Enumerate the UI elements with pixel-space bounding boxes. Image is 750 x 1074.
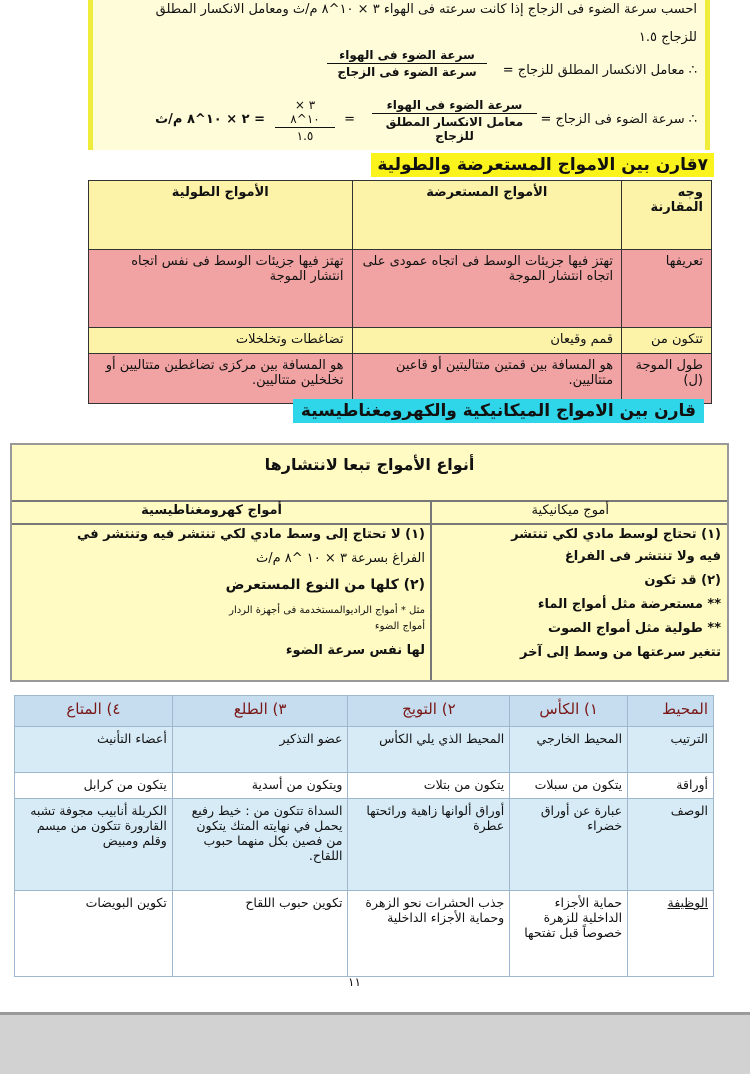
mechanical-item: فيه ولا تنتشر فى الفراغ [564,549,721,564]
em-item: أمواج الضوء [374,621,425,632]
table-header-cell: وجه المقارنة [622,181,712,250]
table-header-cell: ١) الكأس [510,696,628,727]
table-row [15,727,714,773]
table-cell: تعريفها [622,250,712,328]
table-cell: تهتز فيها جزيئات الوسط فى اتجاه عمودى على اتجاه انتشار الموجة [352,250,622,328]
table-cell: هو المسافة بين قمتين متتاليتين أو قاعين متتاليين. [352,354,622,404]
mechanical-item: (٢) قد تكون [644,573,721,588]
table-cell: أوراقة [628,773,714,799]
table-header-cell: الأمواج الطولية [89,181,353,250]
table-cell: تكوين حبوب اللقاح [172,891,348,977]
fraction-denominator: سرعة الضوء فى الزجاج [337,65,477,79]
table-header-cell: الأمواج المستعرضة [352,181,622,250]
column-header-electromagnetic: أمواج كهرومغناطيسية [141,503,282,518]
index-formula-fraction [327,48,487,79]
table-row [89,250,712,328]
table-cell: يتكون من بتلات [348,773,510,799]
table-header-row [89,181,712,250]
table-cell: أعضاء التأنيث [15,727,173,773]
fraction-numerator: ٣ × ١٠^٨ [275,98,335,128]
table-cell: حماية الأجزاء الداخلية للزهرة خصوصاً قبل تفتحها [510,891,628,977]
table-cell: عبارة عن أوراق خضراء [510,799,628,891]
table-cell: ويتكون من أسدية [172,773,348,799]
table-cell: المحيط الخارجي [510,727,628,773]
wave-types-title: أنواع الأمواج تبعا لانتشارها [264,455,475,474]
table-cell: أوراق ألوانها زاهية ورائحتها عطرة [348,799,510,891]
table-cell: المحيط الذي يلي الكأس [348,727,510,773]
table-row [89,328,712,354]
table-header-cell: ٢) التويج [348,696,510,727]
table-cell: يتكون من كرابل [15,773,173,799]
divider [430,500,432,680]
problem-line-2: للزجاج ١.٥ [638,30,697,45]
table-cell: طول الموجة (ل) [622,354,712,404]
mechanical-item: (١) تحتاج لوسط مادي لكي تنتشر [511,527,721,542]
table-header-cell: ٤) المتاع [15,696,173,727]
wave-types-box [10,443,729,682]
equals-sign: = [344,112,355,127]
fraction-numerator: سرعة الضوء فى الهواء [372,98,537,114]
index-formula-label: ∴ معامل الانكسار المطلق للزجاج = [502,63,697,78]
mechanical-item: ** مستعرضة مثل أمواج الماء [537,597,721,612]
numeric-fraction [275,98,335,143]
table-cell: جذب الحشرات نحو الزهرة وحماية الأجزاء الداخلية [348,891,510,977]
table-cell: هو المسافة بين مركزى تضاغطين متتاليين أو تخلخلين متتاليين. [89,354,353,404]
divider [12,523,727,525]
table-cell: الكربلة أنابيب مجوفة تشبه القارورة تتكون من ميسم وقلم ومبيض [15,799,173,891]
speed-formula-fraction [372,98,537,143]
comparison-table-waves [88,180,712,404]
em-item: (٢) كلها من النوع المستعرض [225,577,425,593]
em-item: لها نفس سرعة الضوء [285,643,425,658]
table-cell: قمم وقيعان [352,328,622,354]
fraction-denominator: ١.٥ [296,129,314,143]
table-cell: الوصف [628,799,714,891]
table-row [89,354,712,404]
section-heading-mechanical-em: قارن بين الامواج الميكانيكية والكهرومغناطيسية [293,399,704,423]
table-cell: يتكون من سبلات [510,773,628,799]
column-header-mechanical: أموج ميكانيكية [531,503,609,518]
em-item: مثل * أمواج الراديوالمستخدمة فى أجهزة الردار [229,605,425,616]
table-cell: السداة تتكون من : خيط رفيع يحمل في نهايته المتك يتكون من فصين بكل منهما حبوب اللقاح. [172,799,348,891]
table-header-row [15,696,714,727]
em-item: الفراغ بسرعة ٣ × ١٠ ^٨ م/ث [255,551,425,566]
em-item: (١) لا تحتاج إلى وسط مادي لكي تنتشر فيه وتنتشر في [76,527,425,542]
fraction-denominator: معامل الانكسار المطلق للزجاج [385,115,524,143]
table-header-cell: ٣) الطلع [172,696,348,727]
flower-parts-table [14,695,714,977]
problem-box [88,0,710,150]
table-cell: الوظيفة [628,891,714,977]
table-cell: تضاغطات وتخلخلات [89,328,353,354]
table-row [15,799,714,891]
table-cell: تهتز فيها جزيئات الوسط فى نفس اتجاه انتشار الموجة [89,250,353,328]
speed-formula-label: ∴ سرعة الضوء فى الزجاج = [540,112,697,127]
page-number: ١١ [348,975,361,989]
problem-line-1: احسب سرعة الضوء فى الزجاج إذا كانت سرعته فى الهواء ٣ × ١٠^٨ م/ث ومعامل الانكسار المطلق [155,2,697,17]
section-heading-transverse-longitudinal: ٧قارن بين الامواج المستعرضة والطولية [371,153,714,177]
table-row [15,773,714,799]
table-cell: تكوين البويضات [15,891,173,977]
divider [12,500,727,502]
table-cell: الترتيب [628,727,714,773]
bottom-bar [0,1012,750,1074]
table-cell: عضو التذكير [172,727,348,773]
mechanical-item: ** طولية مثل أمواج الصوت [548,621,721,636]
table-cell: تتكون من [622,328,712,354]
result-value: = ٢ × ١٠^٨ م/ث [155,112,265,127]
fraction-numerator: سرعة الضوء فى الهواء [327,48,487,64]
mechanical-item: تتغير سرعتها من وسط إلى آخر [519,645,721,660]
table-header-cell: المحيط [628,696,714,727]
table-row [15,891,714,977]
